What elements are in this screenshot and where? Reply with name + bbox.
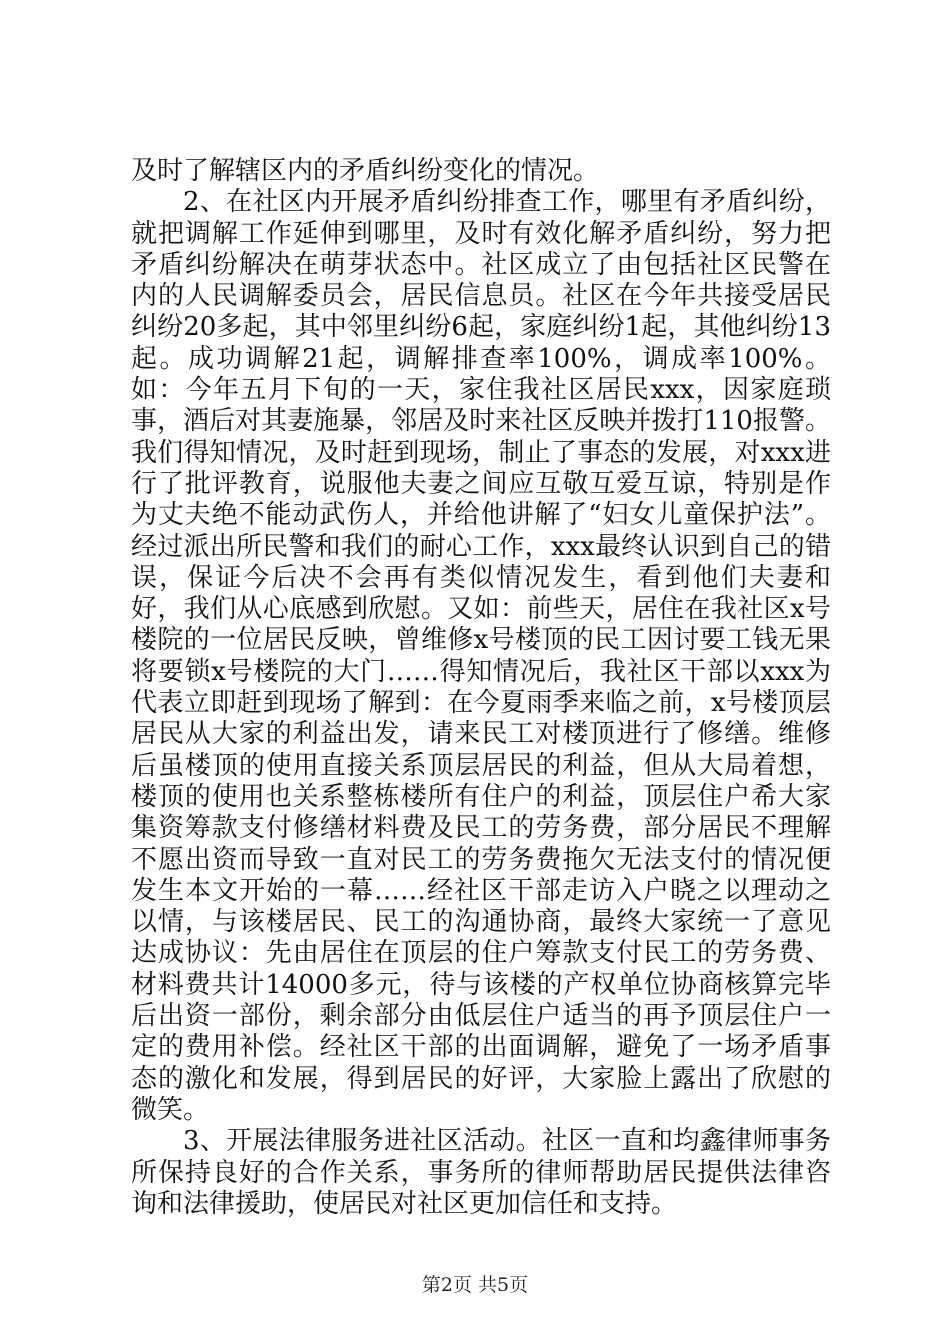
paragraph-mediation: 2、在社区内开展矛盾纠纷排查工作，哪里有矛盾纠纷，就把调解工作延伸到哪里，及时有效化解矛盾纠纷，努力把矛盾纠纷解决在萌芽状态中。社区成立了由包括社区民警在内的人民调解委员会，居民信息员。社区在今年共接受居民纠纷20多起，其中邻里纠纷6起，家庭纠纷1起，其他纠纷13起。成功调解21起，调解排查率100%，调成率100%。如：今年五月下旬的一天，家住我社区居民xxx，因家庭琐事，酒后对其妻施暴，邻居及时来社区反映并拨打110报警。我们得知情况，及时赶到现场，制止了事态的发展，对xxx进行了批评教育，说服他夫妻之间应互敬互爱互谅，特别是作为丈夫绝不能动武伤人，并给他讲解了“妇女儿童保护法”。经过派出所民警和我们的耐心工作，xxx最终认识到自己的错误，保证今后决不会再有类似情况发生，看到他们夫妻和好，我们从心底感到欣慰。又如：前些天，居住在我社区x号楼院的一位居民反映，曾维修x号楼顶的民工因讨要工钱无果将要锁x号楼院的大门……得知情况后，我社区干部以xxx为代表立即赶到现场了解到：在今夏雨季来临之前，x号楼顶层居民从大家的利益出发，请来民工对楼顶进行了修缮。维修后虽楼顶的使用直接关系顶层居民的利益，但从大局着想，楼顶的使用也关系整栋楼所有住户的利益，顶层住户希大家集资筹款支付修缮材料费及民工的劳务费，部分居民不理解不愿出资而导致一直对民工的劳务费拖欠无法支付的情况便发生本文开始的一幕……经社区干部走访入户晓之以理动之以情，与该楼居民、民工的沟通协商，最终大家统一了意见达成协议：先由居住在顶层的住户筹款支付民工的劳务费、材料费共计14000多元，待与该楼的产权单位协商核算完毕后出资一部份，剩余部分由低层住户适当的再予顶层住户一定的费用补偿。经社区干部的出面调解，避免了一场矛盾事态的激化和发展，得到居民的好评，大家脸上露出了欣慰的微笑。 xyxy=(131,187,831,1125)
paragraph-continuation: 及时了解辖区内的矛盾纠纷变化的情况。 xyxy=(131,156,600,186)
page-footer: 第2页 共5页 xyxy=(421,1274,529,1296)
document-body xyxy=(131,156,831,1220)
paragraph-legal-service: 3、开展法律服务进社区活动。社区一直和均鑫律师事务所保持良好的合作关系，事务所的律师帮助居民提供法律咨询和法律援助，使居民对社区更加信任和支持。 xyxy=(131,1126,831,1219)
